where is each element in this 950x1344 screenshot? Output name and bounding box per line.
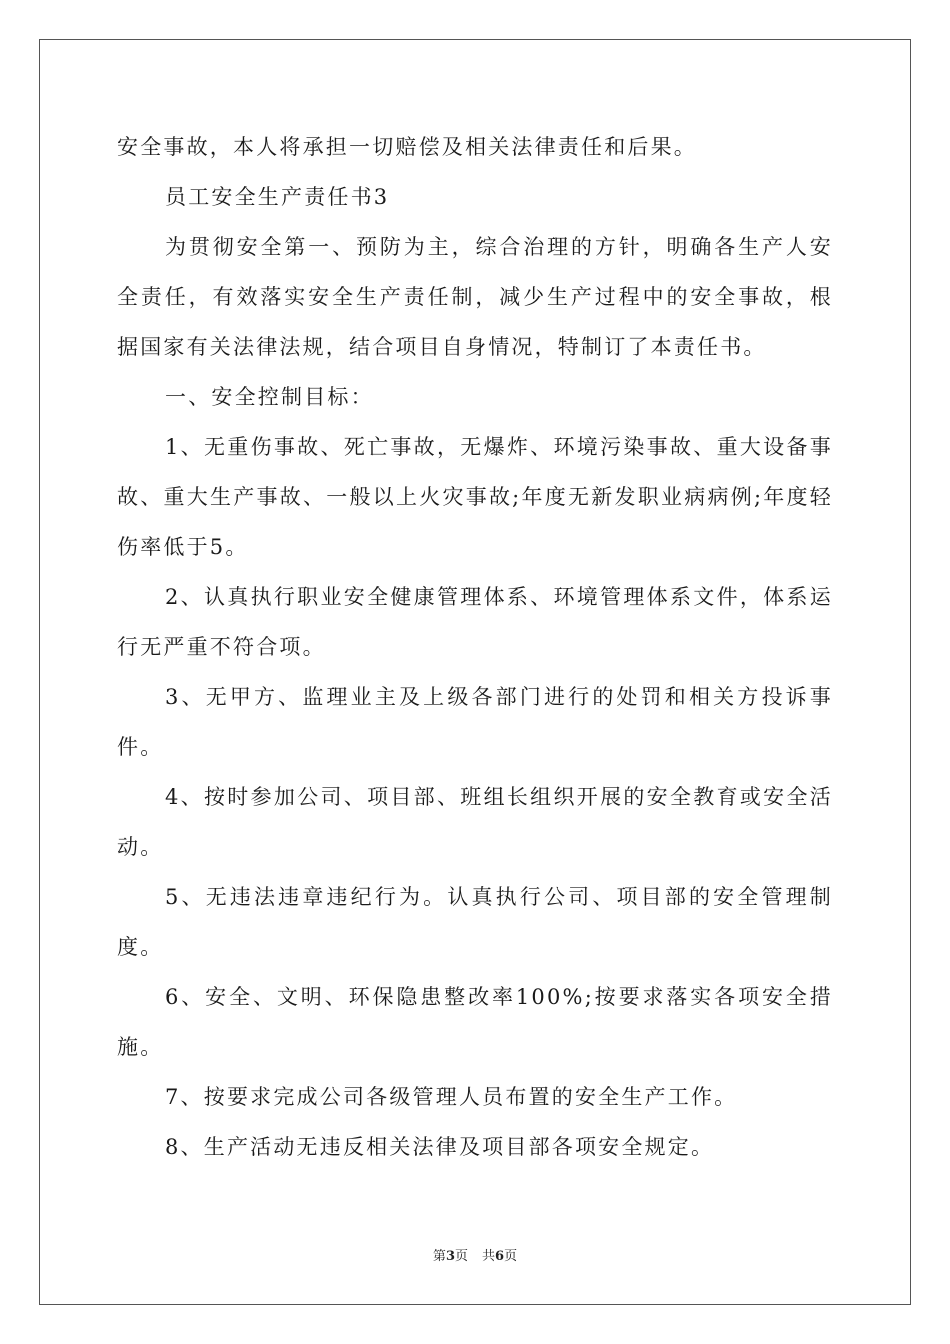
list-item-3: 3、无甲方、监理业主及上级各部门进行的处罚和相关方投诉事件。 [117, 685, 833, 759]
list-item-2: 2、认真执行职业安全健康管理体系、环境管理体系文件，体系运行无严重不符合项。 [117, 585, 833, 659]
list-item-7: 7、按要求完成公司各级管理人员布置的安全生产工作。 [165, 1085, 738, 1109]
section-title: 员工安全生产责任书3 [165, 185, 390, 209]
current-page-number: 3 [445, 1249, 455, 1264]
page-suffix: 页 [454, 1249, 468, 1264]
total-suffix: 页 [504, 1249, 518, 1264]
paragraph-intro: 为贯彻安全第一、预防为主，综合治理的方针，明确各生产人安全责任，有效落实安全生产责任制，减少生产过程中的安全事故，根据国家有关法律法规，结合项目自身情况，特制订了本责任书。 [117, 235, 833, 359]
list-item-1: 1、无重伤事故、死亡事故，无爆炸、环境污染事故、重大设备事故、重大生产事故、一般以上火灾事故;年度无新发职业病病例;年度轻伤率低于5。 [117, 435, 833, 559]
total-page-number: 6 [495, 1249, 505, 1264]
list-item-6: 6、安全、文明、环保隐患整改率100%;按要求落实各项安全措施。 [117, 985, 833, 1059]
document-body [117, 122, 833, 1172]
list-item-8: 8、生产活动无违反相关法律及项目部各项安全规定。 [165, 1135, 715, 1159]
page-prefix: 第 [432, 1249, 446, 1264]
heading-safety-goals: 一、安全控制目标： [165, 385, 374, 409]
list-item-5: 5、无违法违章违纪行为。认真执行公司、项目部的安全管理制度。 [117, 885, 833, 959]
total-prefix: 共 [482, 1249, 496, 1264]
page-footer [0, 1245, 950, 1264]
list-item-4: 4、按时参加公司、项目部、班组长组织开展的安全教育或安全活动。 [117, 785, 833, 859]
paragraph-continuation: 安全事故，本人将承担一切赔偿及相关法律责任和后果。 [117, 135, 697, 159]
